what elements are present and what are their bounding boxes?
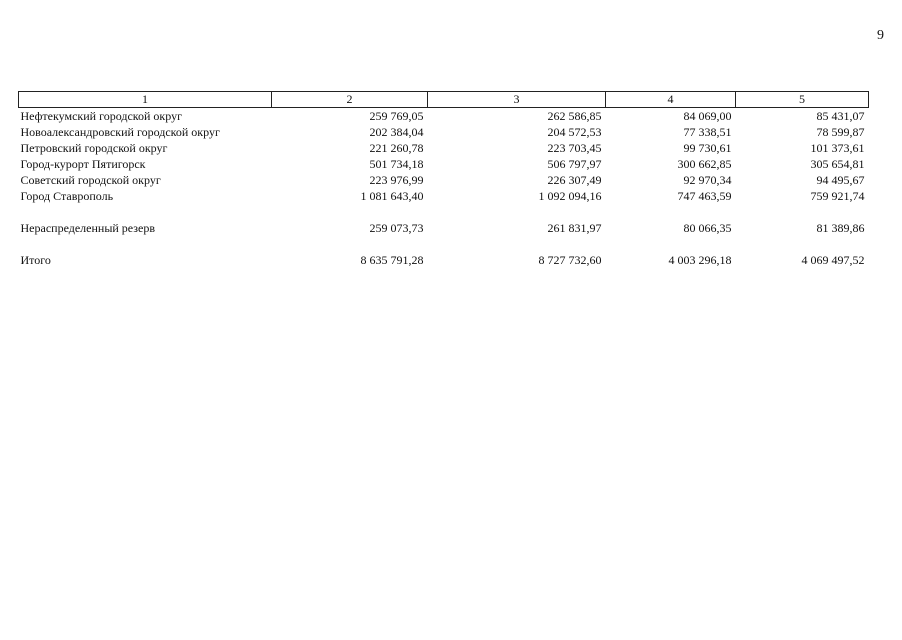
total-name: Итого: [20, 253, 51, 267]
header-col-4: 4: [606, 92, 736, 108]
header-row: [19, 92, 869, 108]
row-value-col-5: 78 599,87: [816, 125, 865, 139]
row-value-col-2: 501 734,18: [369, 157, 424, 171]
row-value-col-2: 221 260,78: [369, 141, 424, 155]
reserve-value-col-5: 81 389,86: [816, 221, 865, 235]
row-value-col-3: 223 703,45: [547, 141, 602, 155]
row-value-col-5: 85 431,07: [816, 109, 865, 123]
row-value-col-4: 84 069,00: [683, 109, 732, 123]
row-value-col-5: 101 373,61: [810, 141, 865, 155]
row-value-col-3: 226 307,49: [547, 173, 602, 187]
row-name: Город Ставрополь: [20, 189, 114, 203]
row-value-col-4: 99 730,61: [683, 141, 732, 155]
header-col-3: 3: [428, 92, 606, 108]
reserve-value-col-4: 80 066,35: [683, 221, 732, 235]
row-value-col-3: 262 586,85: [547, 109, 602, 123]
header-col-5: 5: [736, 92, 869, 108]
row-name: Нефтекумский городской округ: [20, 109, 183, 123]
page-number: 9: [877, 28, 884, 43]
row-value-col-5: 94 495,67: [816, 173, 865, 187]
table-row: [19, 188, 869, 204]
row-value-col-4: 92 970,34: [683, 173, 732, 187]
total-value-col-4: 4 003 296,18: [668, 253, 732, 267]
row-value-col-4: 300 662,85: [677, 157, 732, 171]
reserve-row: [19, 220, 869, 236]
total-value-col-2: 8 635 791,28: [360, 253, 424, 267]
row-name: Советский городской округ: [20, 173, 161, 187]
table-row: [19, 108, 869, 125]
spacer-row: [19, 236, 869, 252]
row-value-col-4: 747 463,59: [677, 189, 732, 203]
row-value-col-3: 1 092 094,16: [538, 189, 602, 203]
budget-table-container: [18, 91, 868, 268]
row-value-col-2: 223 976,99: [369, 173, 424, 187]
row-value-col-4: 77 338,51: [683, 125, 732, 139]
total-value-col-3: 8 727 732,60: [538, 253, 602, 267]
header-col-1: 1: [19, 92, 272, 108]
row-value-col-3: 204 572,53: [547, 125, 602, 139]
spacer-row: [19, 204, 869, 220]
row-value-col-2: 259 769,05: [369, 109, 424, 123]
row-name: Петровский городской округ: [20, 141, 168, 155]
budget-table: [18, 91, 869, 268]
reserve-value-col-3: 261 831,97: [547, 221, 602, 235]
row-value-col-5: 305 654,81: [810, 157, 865, 171]
reserve-name: Нераспределенный резерв: [20, 221, 156, 235]
total-row: [19, 252, 869, 268]
table-body: [19, 108, 869, 269]
table-row: [19, 172, 869, 188]
row-name: Город-курорт Пятигорск: [20, 157, 146, 171]
reserve-value-col-2: 259 073,73: [369, 221, 424, 235]
table-row: [19, 156, 869, 172]
row-name: Новоалександровский городской округ: [20, 125, 220, 139]
row-value-col-3: 506 797,97: [547, 157, 602, 171]
table-row: [19, 140, 869, 156]
table-row: [19, 124, 869, 140]
row-value-col-2: 202 384,04: [369, 125, 424, 139]
row-value-col-5: 759 921,74: [810, 189, 865, 203]
total-value-col-5: 4 069 497,52: [801, 253, 865, 267]
header-col-2: 2: [272, 92, 428, 108]
row-value-col-2: 1 081 643,40: [360, 189, 424, 203]
table-header: [19, 92, 869, 108]
